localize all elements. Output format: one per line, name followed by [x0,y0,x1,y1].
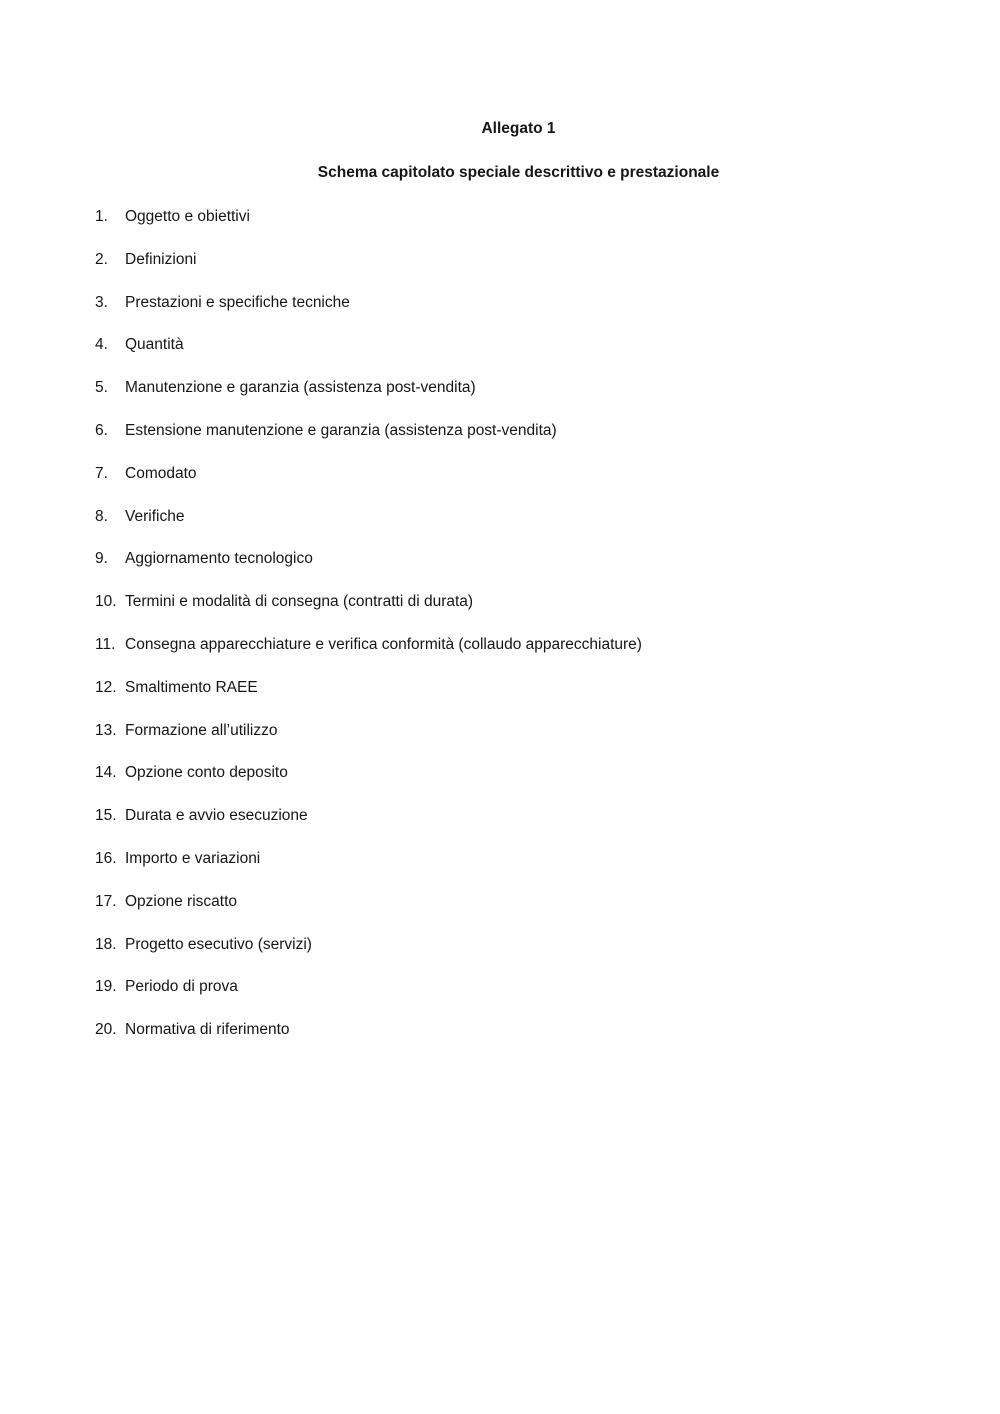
list-item-number: 4. [95,336,108,354]
list-item-number: 14. [95,764,117,782]
list-item [95,506,942,527]
list-item-label: Periodo di prova [125,978,238,996]
list-item-number: 13. [95,721,117,739]
list-item [95,206,942,227]
list-item [95,420,942,441]
list-item-label: Definizioni [125,250,197,268]
list-item-label: Termini e modalità di consegna (contratti di durata) [125,593,474,611]
list-item-label: Smaltimento RAEE [125,678,258,696]
list-item [95,762,942,783]
list-item-label: Normativa di riferimento [125,1021,290,1039]
list-item-number: 9. [95,550,108,568]
list-item-label: Manutenzione e garanzia (assistenza post-vendita) [125,379,476,397]
list-item-number: 20. [95,1021,117,1039]
list-item-number: 1. [95,208,108,225]
list-item [95,548,942,569]
list-item [95,805,942,826]
list-item [95,677,942,698]
list-item-number: 16. [95,849,117,867]
list-item [95,334,942,355]
list-item [95,249,942,270]
list-item-label: Opzione conto deposito [125,764,288,782]
list-item-number: 11. [95,635,116,653]
list-item-label: Prestazioni e specifiche tecniche [125,293,350,311]
list-item-number: 19. [95,978,117,996]
list-item-label: Durata e avvio esecuzione [125,807,308,825]
list-item [95,634,942,655]
list-item-label: Opzione riscatto [125,892,237,910]
list-item [95,463,942,484]
list-item-label: Verifiche [125,507,185,525]
list-item [95,292,942,313]
list-item [95,891,942,912]
list-item-number: 2. [95,250,108,268]
list-item [95,591,942,612]
list-item-number: 6. [95,421,108,439]
list-item-label: Oggetto e obiettivi [125,208,250,225]
list-item-label: Quantità [125,336,184,354]
document-subtitle: Schema capitolato speciale descrittivo e prestazionale [317,164,720,181]
list-item-number: 18. [95,935,117,953]
list-item [95,1019,942,1040]
list-item-label: Formazione all’utilizzo [125,721,278,739]
toc-list [95,206,942,1040]
list-item-label: Comodato [125,464,197,482]
list-item [95,934,942,955]
list-item [95,976,942,997]
list-item-label: Aggiornamento tecnologico [125,550,313,568]
list-item-number: 7. [95,464,108,482]
list-item-label: Progetto esecutivo (servizi) [125,935,312,953]
list-item-number: 10. [95,593,117,611]
list-item [95,720,942,741]
list-item-label: Consegna apparecchiature e verifica conformità (collaudo apparecchiature) [125,635,642,653]
list-item-number: 5. [95,379,108,397]
document-content [95,0,942,1040]
list-item [95,848,942,869]
document-title: Allegato 1 [481,120,556,137]
list-item [95,377,942,398]
list-item-number: 15. [95,807,117,825]
list-item-number: 12. [95,678,117,696]
list-item-number: 8. [95,507,108,525]
list-item-number: 17. [95,892,117,910]
list-item-number: 3. [95,293,108,311]
list-item-label: Importo e variazioni [125,849,261,867]
list-item-label: Estensione manutenzione e garanzia (assistenza post-vendita) [125,421,557,439]
